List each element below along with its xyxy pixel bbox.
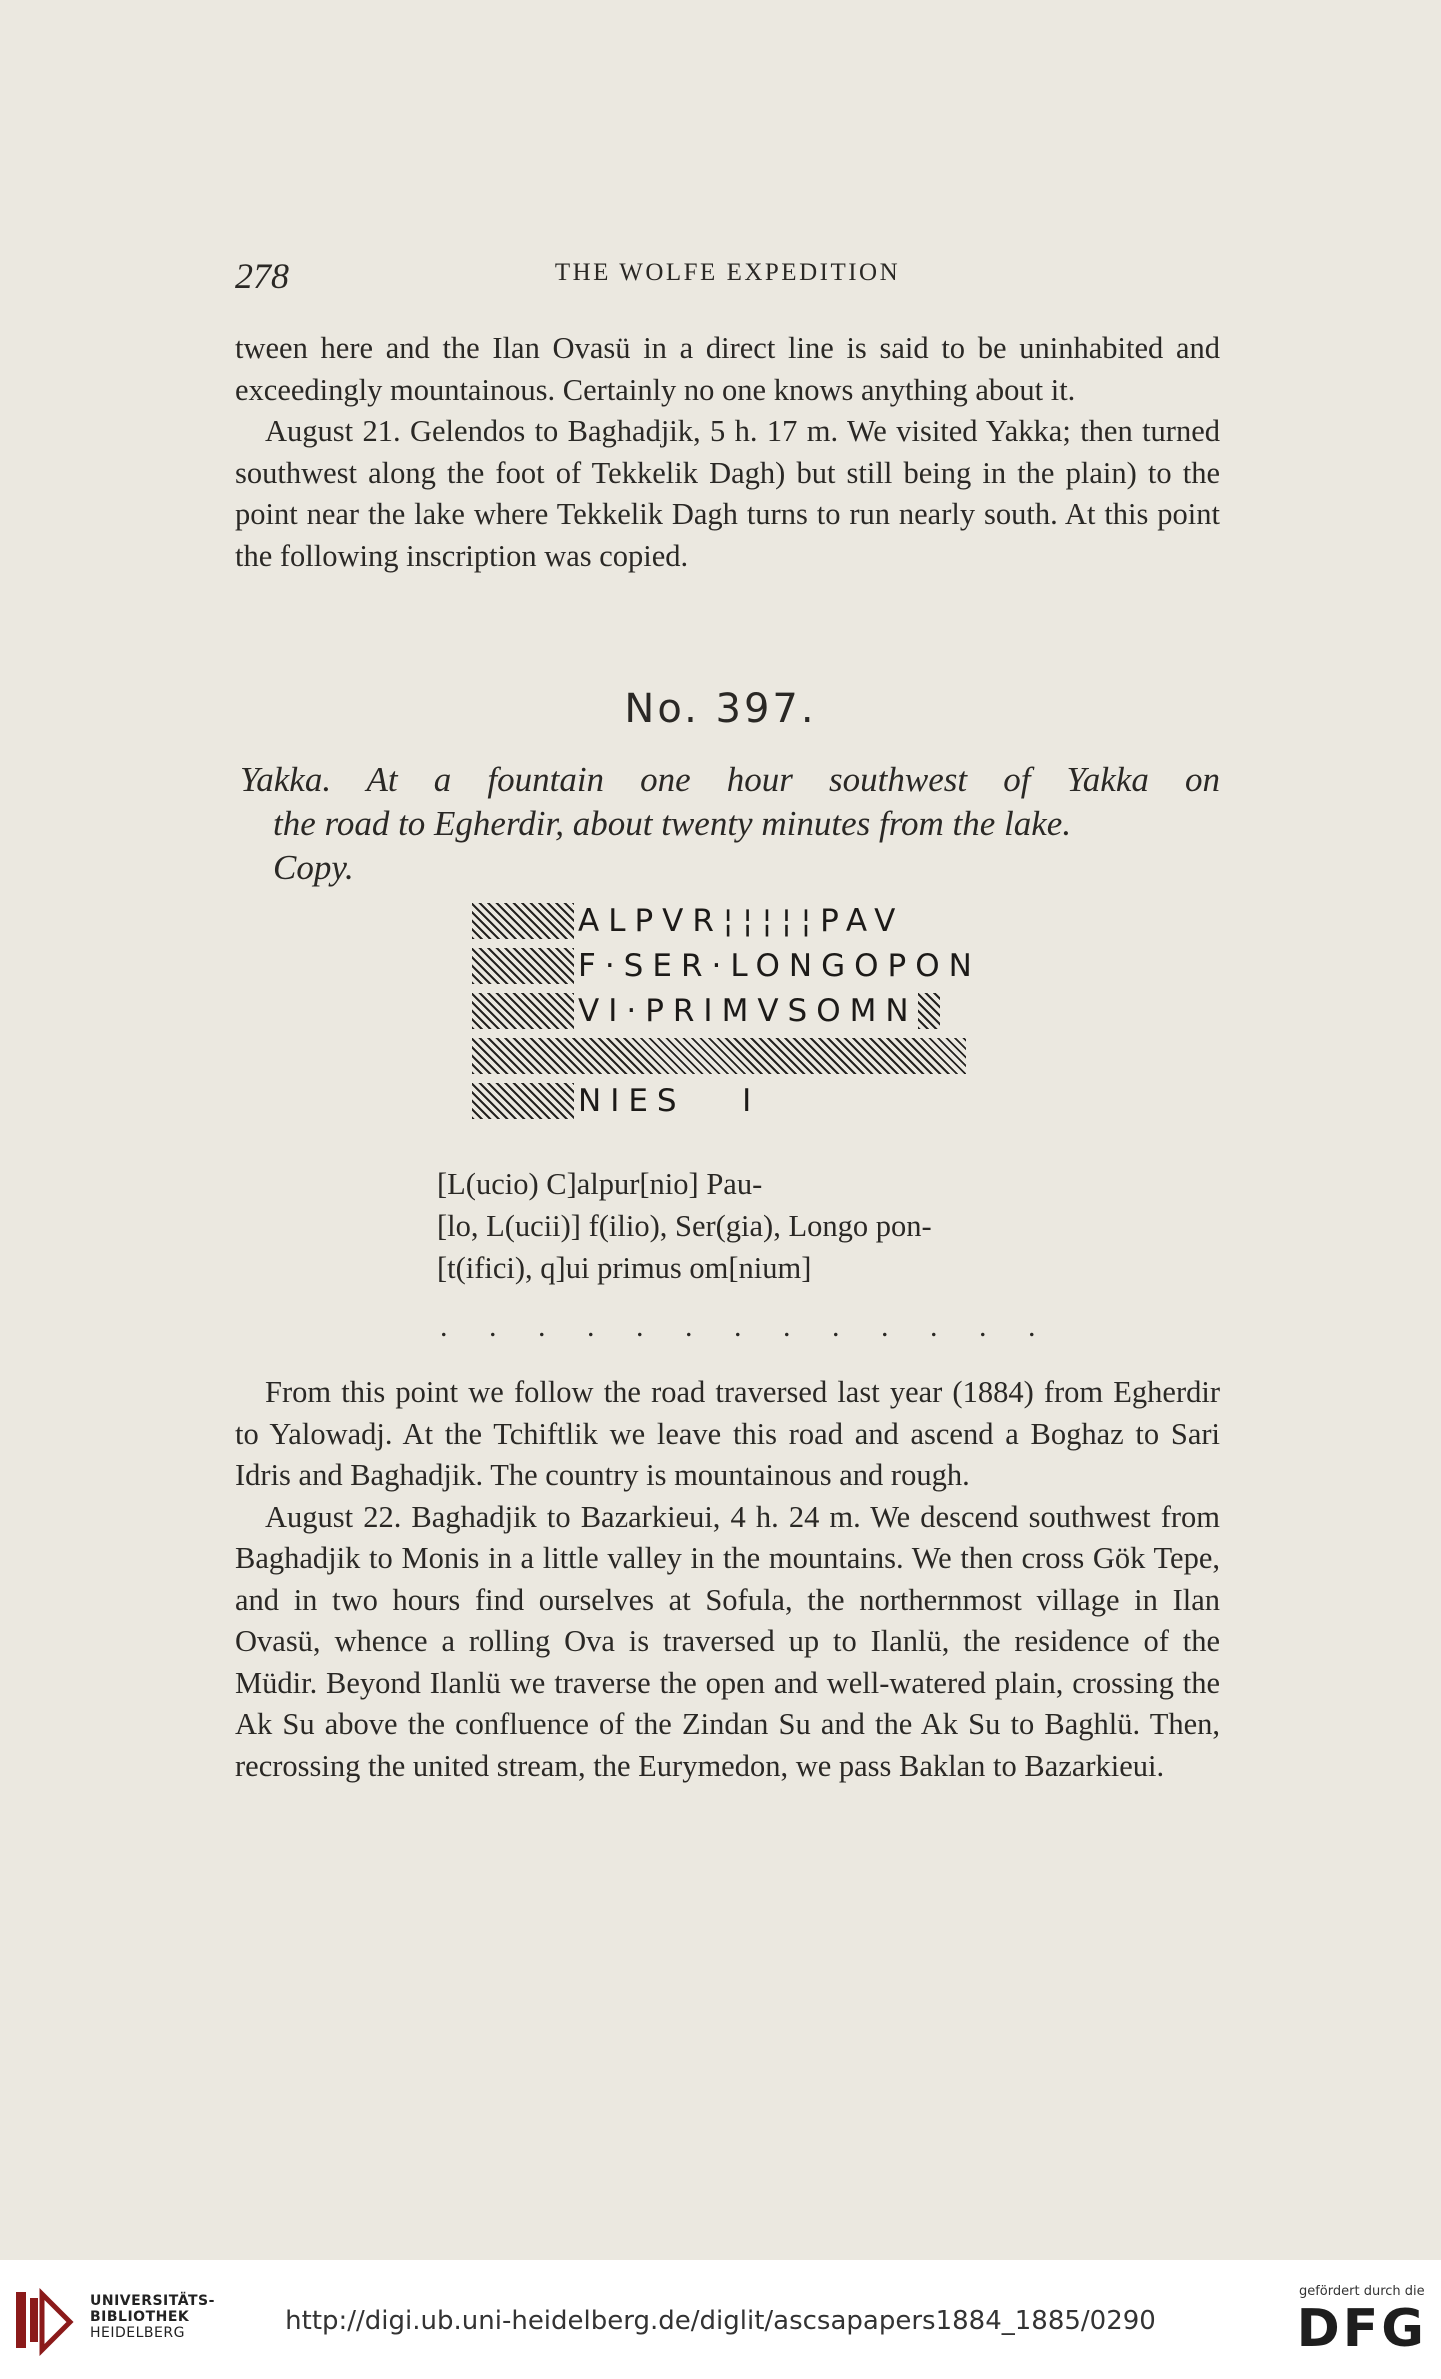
lacuna-hatch: [918, 993, 940, 1029]
paragraph-1: tween here and the Ilan Ovasü in a direct line is said to be uninhabited and exceedingly mountainous. Certainly no one knows anything about it.: [235, 331, 1220, 407]
footer-bar: [0, 2260, 1441, 2379]
transliteration-line-2: [lo, L(ucii)] f(ilio), Ser(gia), Longo pon-: [437, 1209, 932, 1243]
transliteration-line-3: [t(ifici), q]ui primus om[nium]: [437, 1251, 812, 1285]
dfg-logo: DFG: [1296, 2299, 1427, 2359]
transliteration-line-1: [L(ucio) C]alpur[nio] Pau-: [437, 1167, 763, 1201]
library-line-1: UNIVERSITÄTS-: [90, 2293, 215, 2309]
paragraph-block-1: [235, 328, 1220, 577]
inscription-text-5: NIES I: [578, 1082, 761, 1119]
inscription-text-3: VI·PRIMVSOMN: [578, 992, 918, 1029]
page-number: 278: [235, 256, 289, 296]
inscription-line-2: [472, 943, 981, 988]
caption-line-2: the road to Egherdir, about twenty minutes from the lake.: [273, 804, 1072, 843]
funding-text: gefördert durch die: [1298, 2284, 1425, 2299]
inscription-line-1: [472, 898, 981, 943]
library-line-3: HEIDELBERG: [90, 2325, 185, 2341]
page-header: [235, 255, 1220, 295]
omission-dots: . . . . . . . . . . . . .: [440, 1310, 1053, 1343]
inscription-text-2: F·SER·LONGOPON: [578, 947, 981, 984]
inscription-text-1: ALPVR¦¦¦¦¦PAV: [578, 902, 905, 939]
lacuna-hatch: [472, 948, 574, 984]
lacuna-hatch: [472, 1038, 966, 1074]
inscription-title: No. 397.: [624, 686, 817, 732]
inscription-line-3: [472, 988, 981, 1033]
inscription-line-5: [472, 1078, 981, 1123]
paragraph-3: From this point we follow the road traversed last year (1884) from Egherdir to Yalowadj. At the Tchiftlik we leave this road and ascend a Boghaz to Sari Idris and Baghadjik. The country is mountainous and rough.: [235, 1375, 1220, 1492]
lacuna-hatch: [472, 1083, 574, 1119]
caption-line-1: Yakka. At a fountain one hour southwest of Yakka on: [240, 760, 1220, 799]
inscription-line-4: [472, 1033, 981, 1078]
transliteration: [437, 1163, 932, 1289]
lacuna-hatch: [472, 993, 574, 1029]
paragraph-2: August 21. Gelendos to Baghadjik, 5 h. 17 m. We visited Yakka; then turned southwest along the foot of Tekkelik Dagh) but still being in the plain) to the point near the lake where Tekkelik Dagh turns to run nearly south. At this point the following inscription was copied.: [235, 414, 1220, 573]
running-head: THE WOLFE EXPEDITION: [554, 259, 901, 286]
digital-library-url[interactable]: http://digi.ub.uni-heidelberg.de/diglit/ascsapapers1884_1885/0290: [285, 2306, 1156, 2336]
paragraph-block-2: [235, 1372, 1220, 1787]
caption-line-3: Copy.: [273, 848, 354, 887]
lacuna-hatch: [472, 903, 574, 939]
dfg-funding: [1297, 2284, 1427, 2359]
inscription-copy: [472, 898, 981, 1123]
inscription-caption: [240, 758, 1220, 890]
paragraph-4: August 22. Baghadjik to Bazarkieui, 4 h. 24 m. We descend southwest from Baghadjik to Monis in a little valley in the mountains. We then cross Gök Tepe, and in two hours find ourselves at Sofula, the northernmost village in Ilan Ovasü, whence a rolling Ova is traversed up to Ilanlü, the residence of the Müdir. Beyond Ilanlü we traverse the open and well-watered plain, crossing the Ak Su above the confluence of the Zindan Su and the Ak Su to Baghlü. Then, recrossing the united stream, the Eurymedon, we pass Baklan to Bazarkieui.: [235, 1499, 1220, 1783]
library-line-2: BIBLIOTHEK: [90, 2309, 190, 2325]
